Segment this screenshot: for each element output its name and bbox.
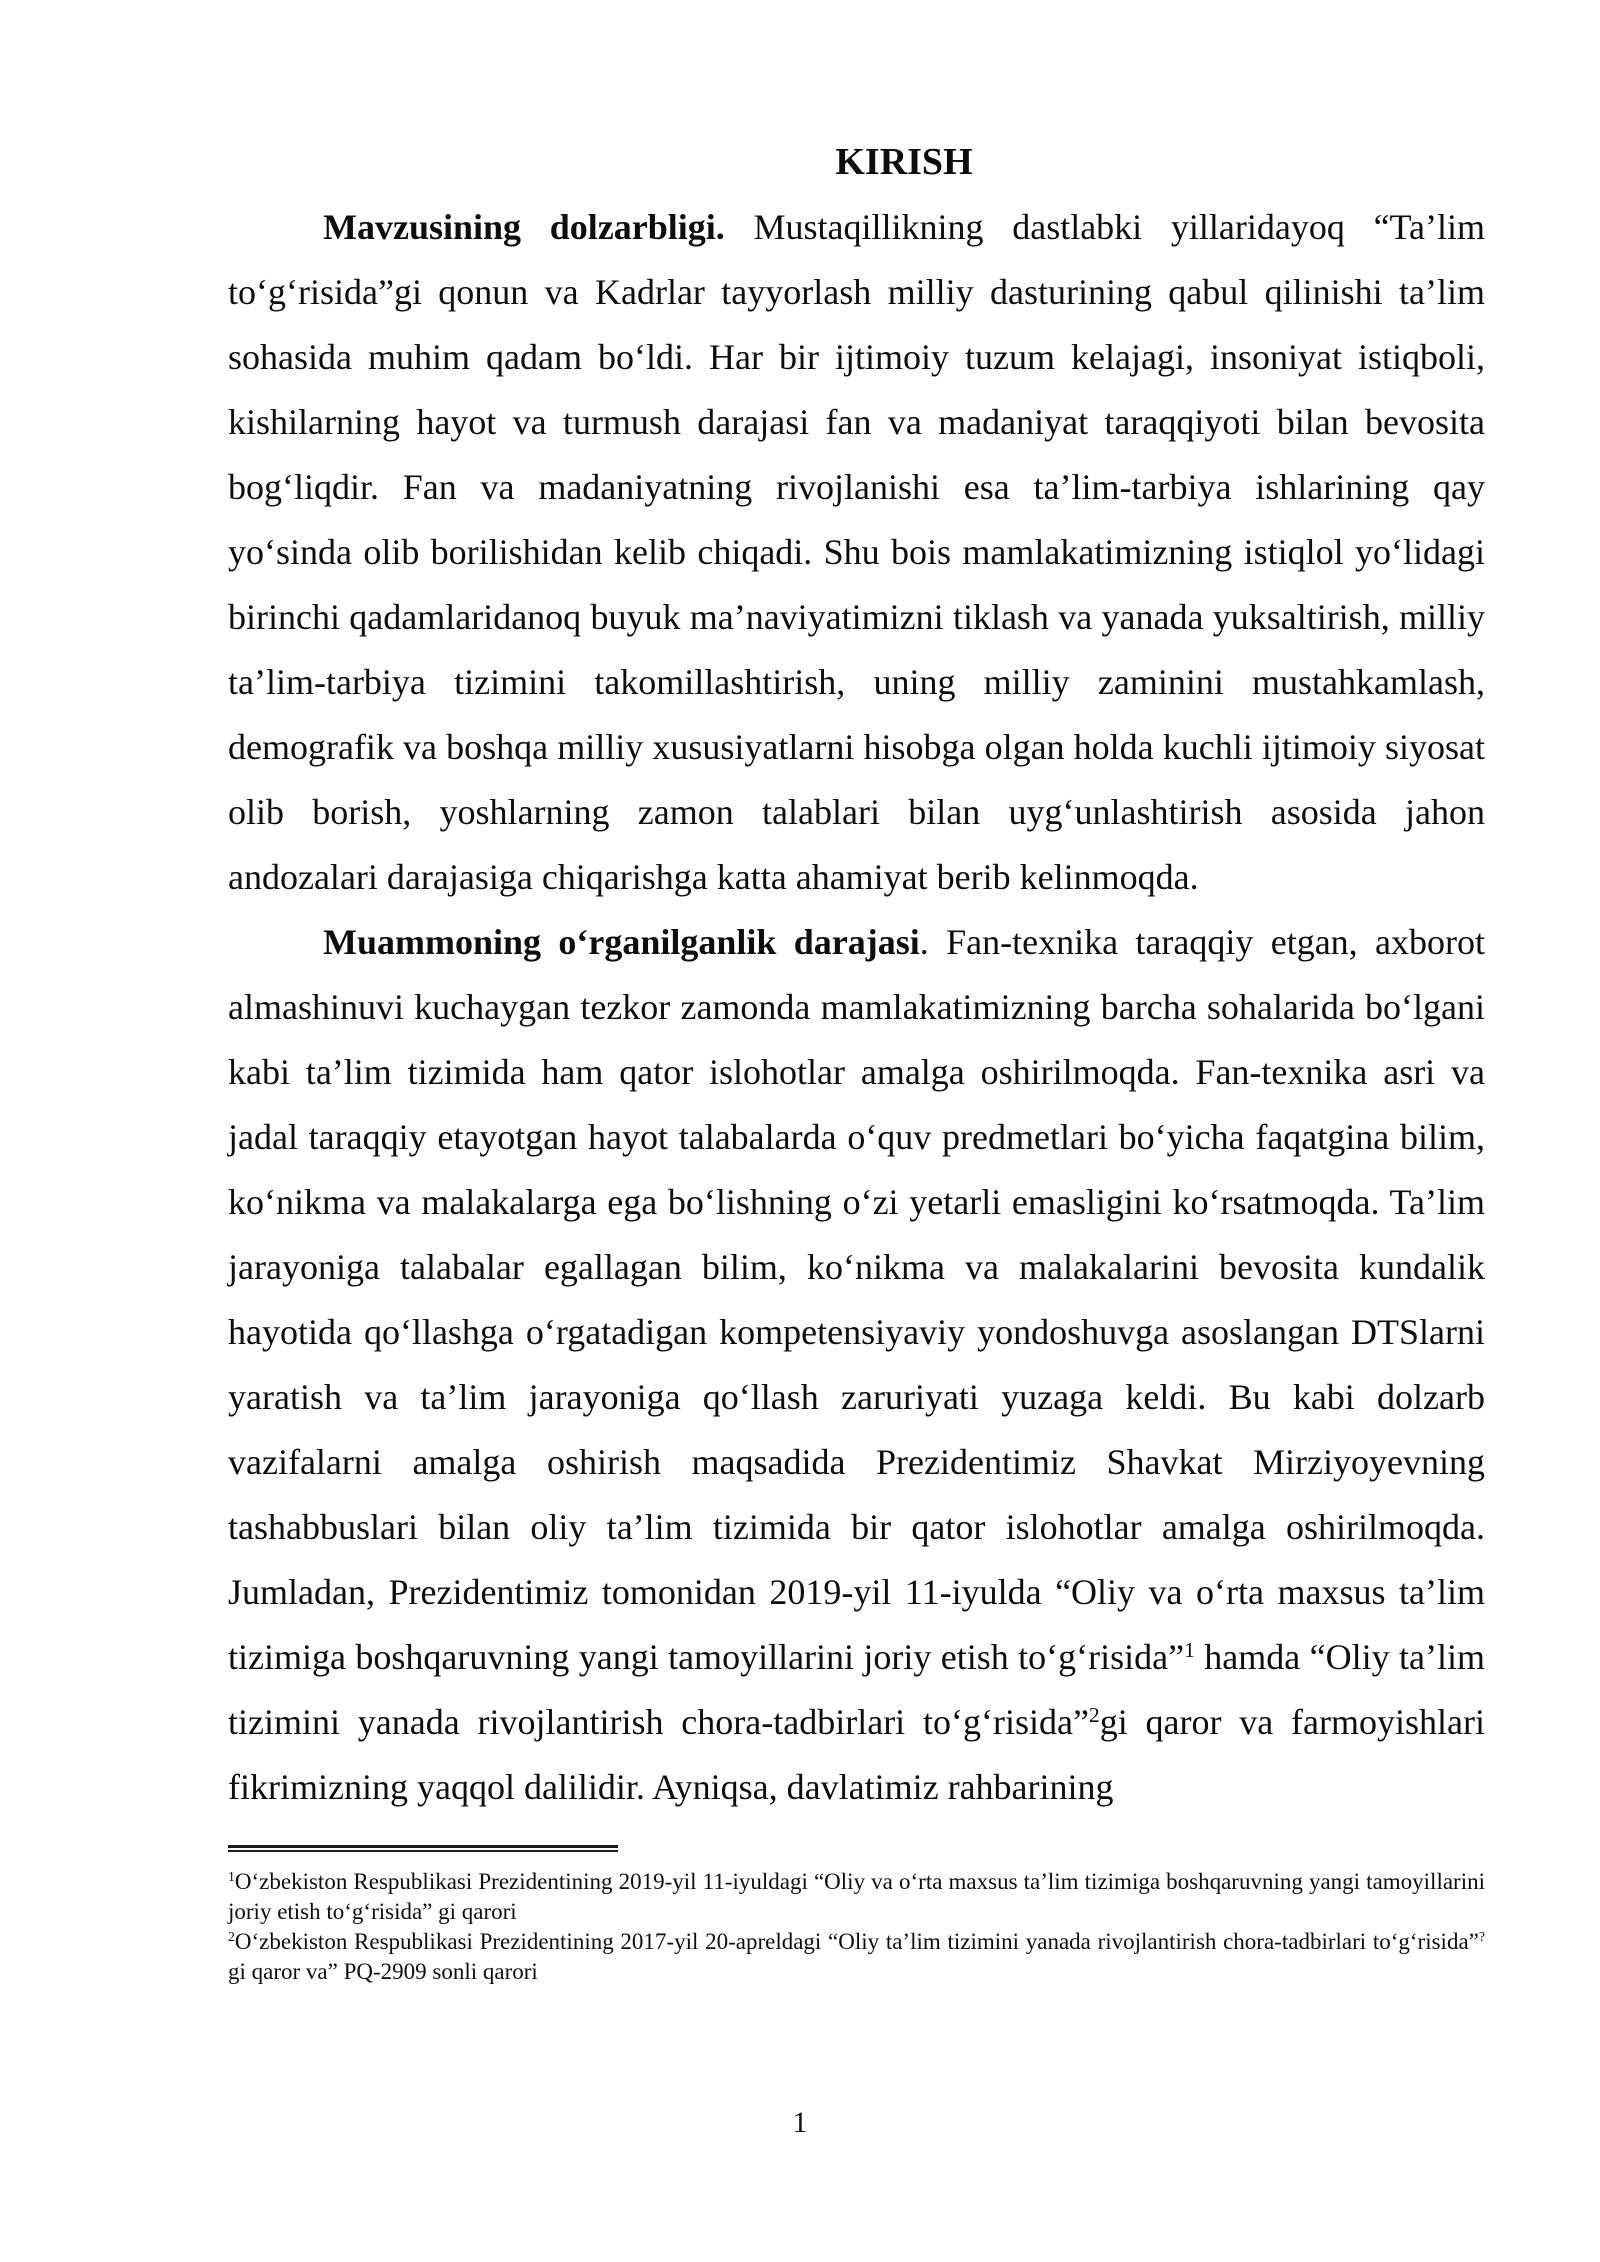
footnote bbox=[228, 1927, 1485, 1987]
page-number: 1 bbox=[792, 2106, 808, 2139]
text-run: gi qaror va” PQ-2909 sonli qarori bbox=[228, 1959, 538, 1984]
text-run: Mavzusining dolzarbligi. bbox=[323, 207, 754, 247]
text-run: O‘zbekiston Respublikasi Prezidentining 2019-yil 11-iyuldagi “Oliy va o‘rta maxsus ta’lim tizimiga boshqaruvning yangi tamoyillarini joriy etish to‘g‘risida” gi qarori bbox=[228, 1869, 1485, 1924]
text-run: Muammoning o‘rganilganlik darajasi bbox=[323, 922, 920, 962]
superscript-marker: ? bbox=[1478, 1929, 1485, 1945]
footnotes-section bbox=[228, 1867, 1485, 1987]
superscript-marker: 1 bbox=[228, 1869, 235, 1885]
footnote bbox=[228, 1867, 1485, 1927]
text-run: O‘zbekiston Respublikasi Prezidentining 2017-yil 20-apreldagi “Oliy ta’lim tizimini yanada rivojlantirish chora-tadbirlari to‘g‘risida” bbox=[234, 1929, 1479, 1954]
superscript-marker: 1 bbox=[1184, 1638, 1195, 1663]
footnote-separator bbox=[228, 1845, 618, 1852]
text-run: . Fan-texnika taraqqiy etgan, axborot almashinuvi kuchaygan tezkor zamonda mamlakatimizning barcha sohalarida bo‘lgani kabi ta’lim tizimida ham qator islohotlar amalga oshirilmoqda. Fan-texnika asri va jadal taraqqiy etayotgan hayot talabalarda o‘quv predmetlari bo‘yicha faqatgina bilim, ko‘nikma va malakalarga ega bo‘lishning o‘zi yetarli emasligini ko‘rsatmoqda. Ta’lim jarayoniga talabalar egallagan bilim, ko‘nikma va malakalarini bevosita kundalik hayotida qo‘llashga o‘rgatadigan kompetensiyaviy yondoshuvga asoslangan DTSlarni yaratish va ta’lim jarayoniga qo‘llash zaruriyati yuzaga keldi. Bu kabi dolzarb vazifalarni amalga oshirish maqsadida Prezidentimiz Shavkat Mirziyoyevning tashabbuslari bilan oliy ta’lim tizimida bir qator islohotlar amalga oshirilmoqda. Jumladan, Prezidentimiz tomonidan 2019-yil 11-iyulda “Oliy va o‘rta maxsus ta’lim tizimiga boshqaruvning yangi tamoyillarini joriy etish to‘g‘risida” bbox=[228, 922, 1485, 1677]
superscript-marker: 2 bbox=[228, 1929, 235, 1945]
page-title: KIRISH bbox=[835, 141, 973, 183]
paragraph bbox=[228, 195, 1485, 910]
text-run: Mustaqillikning dastlabki yillaridayoq “Ta’lim to‘g‘risida”gi qonun va Kadrlar tayyorlash milliy dasturining qabul qilinishi ta’lim sohasida muhim qadam bo‘ldi. Har bir ijtimoiy tuzum kelajagi, insoniyat istiqboli, kishilarning hayot va turmush darajasi fan va madaniyat taraqqiyoti bilan bevosita bog‘liqdir. Fan va madaniyatning rivojlanishi esa ta’lim-tarbiya ishlarining qay yo‘sinda olib borilishidan kelib chiqadi. Shu bois mamlakatimizning istiqlol yo‘lidagi birinchi qadamlaridanoq buyuk ma’naviyatimizni tiklash va yanada yuksaltirish, milliy ta’lim-tarbiya tizimini takomillashtirish, uning milliy zaminini mustahkamlash, demografik va boshqa milliy xususiyatlarni hisobga olgan holda kuchli ijtimoiy siyosat olib borish, yoshlarning zamon talablari bilan uyg‘unlashtirish asosida jahon andozalari darajasiga chiqarishga katta ahamiyat berib kelinmoqda. bbox=[228, 207, 1485, 897]
text-run: hamda “Oliy ta’lim tizimini yanada rivojlantirish chora-tadbirlari to‘g‘risida” bbox=[228, 1637, 1485, 1742]
superscript-marker: 2 bbox=[1088, 1703, 1100, 1728]
text-run: gi qaror va farmoyishlari fikrimizning yaqqol dalilidir. Ayniqsa, davlatimiz rahbarining bbox=[228, 1702, 1485, 1807]
paragraph bbox=[228, 910, 1485, 1820]
document-body bbox=[228, 195, 1485, 1820]
